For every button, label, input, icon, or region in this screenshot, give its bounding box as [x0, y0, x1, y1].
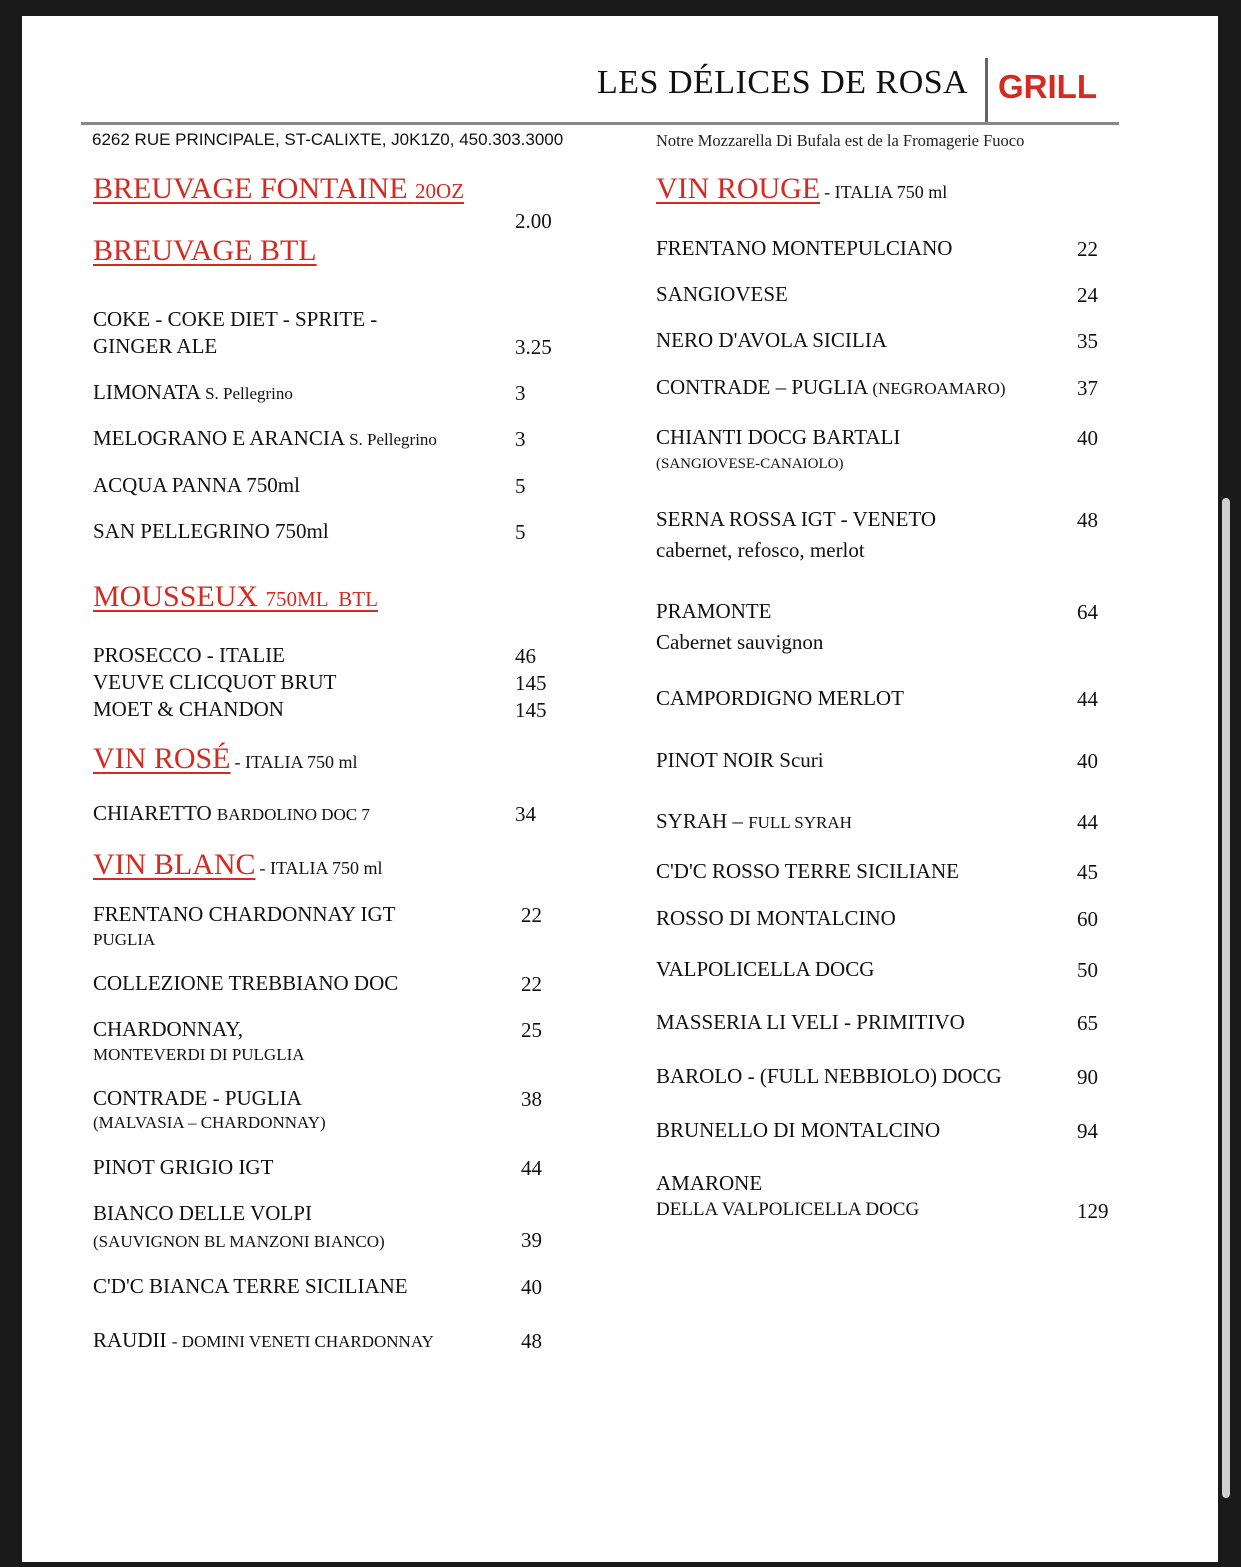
- menu-item: SYRAH – FULL SYRAH: [656, 809, 852, 833]
- menu-item: PINOT NOIR Scuri: [656, 748, 824, 772]
- grill-label: GRILL: [998, 68, 1097, 105]
- menu-item-name: C'D'C ROSSO TERRE SICILIANE: [656, 859, 959, 883]
- menu-item-name: PROSECCO - ITALIE: [93, 643, 285, 667]
- menu-item-price: 38: [521, 1087, 542, 1111]
- menu-item-name: CONTRADE - PUGLIA: [93, 1086, 302, 1110]
- menu-item-price: 48: [1077, 508, 1098, 532]
- menu-item-price: 22: [521, 972, 542, 996]
- menu-item-name: BAROLO - (FULL NEBBIOLO) DOCG: [656, 1064, 1002, 1088]
- menu-item: MELOGRANO E ARANCIA S. Pellegrino: [93, 426, 437, 450]
- menu-item-name: AMARONE: [656, 1171, 763, 1195]
- menu-item-price: 5: [515, 474, 526, 498]
- section-title-breuvage-btl: BREUVAGE BTL: [93, 234, 317, 267]
- menu-item-price: 24: [1077, 283, 1098, 307]
- menu-item-price: 46: [515, 644, 536, 668]
- menu-item-name: PINOT GRIGIO IGT: [93, 1155, 274, 1179]
- menu-item-name: BIANCO DELLE VOLPI: [93, 1201, 312, 1225]
- menu-item-price: 90: [1077, 1065, 1098, 1089]
- section-title-vin-rose: VIN ROSÉ - ITALIA 750 ml: [93, 742, 358, 775]
- menu-item-price: 64: [1077, 600, 1098, 624]
- menu-item-name: VALPOLICELLA DOCG: [656, 957, 875, 981]
- menu-item-name: VEUVE CLICQUOT BRUT: [93, 670, 337, 694]
- menu-item-name: SERNA ROSSA IGT - VENETO: [656, 507, 937, 531]
- menu-item-price: 60: [1077, 907, 1098, 931]
- menu-item-name: BRUNELLO DI MONTALCINO: [656, 1118, 941, 1142]
- menu-item-detail: MONTEVERDI DI PULGLIA: [93, 1045, 305, 1064]
- fontaine-price: 2.00: [515, 209, 552, 233]
- menu-item-price: 94: [1077, 1119, 1098, 1143]
- menu-item-price: 40: [521, 1275, 542, 1299]
- menu-item-name: CHARDONNAY,: [93, 1017, 243, 1041]
- header-rule: [81, 122, 1119, 125]
- menu-item-price: 22: [521, 903, 542, 927]
- menu-item-price: 44: [521, 1156, 542, 1180]
- address: 6262 RUE PRINCIPALE, ST-CALIXTE, J0K1Z0, 450.303.3000: [92, 130, 564, 149]
- menu-item-name: FRENTANO CHARDONNAY IGT: [93, 902, 396, 926]
- menu-item-name: SANGIOVESE: [656, 282, 788, 306]
- menu-item-price: 37: [1077, 376, 1098, 400]
- menu-item-name: MOET & CHANDON: [93, 697, 284, 721]
- menu-item-name: C'D'C BIANCA TERRE SICILIANE: [93, 1274, 408, 1298]
- menu-item-name: CHIANTI DOCG BARTALI: [656, 425, 901, 449]
- section-title-mousseux: MOUSSEUX 750ML BTL: [93, 580, 378, 613]
- menu-item-price: 145: [515, 671, 547, 695]
- menu-item-price: 44: [1077, 687, 1098, 711]
- menu-item: CONTRADE – PUGLIA (NEGROAMARO): [656, 375, 1006, 399]
- scrollbar-thumb[interactable]: [1222, 498, 1230, 1498]
- menu-item-name: NERO D'AVOLA SICILIA: [656, 328, 887, 352]
- mozzarella-note: Notre Mozzarella Di Bufala est de la Fromagerie Fuoco: [656, 131, 1025, 150]
- menu-item-price: 34: [515, 802, 536, 826]
- menu-item-name: COLLEZIONE TREBBIANO DOC: [93, 971, 399, 995]
- section-title-vin-blanc: VIN BLANC - ITALIA 750 ml: [93, 848, 383, 881]
- menu-item-price: 40: [1077, 426, 1098, 450]
- menu-item: RAUDII - DOMINI VENETI CHARDONNAY: [93, 1328, 434, 1352]
- menu-item-detail: cabernet, refosco, merlot: [656, 538, 865, 562]
- menu-item-price: 48: [521, 1329, 542, 1353]
- menu-item: CHIARETTO BARDOLINO DOC 7: [93, 801, 370, 825]
- menu-item-price: 50: [1077, 958, 1098, 982]
- menu-item-price: 39: [521, 1228, 542, 1252]
- section-title-vin-rouge: VIN ROUGE - ITALIA 750 ml: [656, 172, 948, 205]
- menu-item-name: MASSERIA LI VELI - PRIMITIVO: [656, 1010, 965, 1034]
- menu-item-price: 45: [1077, 860, 1098, 884]
- menu-item-detail: (MALVASIA – CHARDONNAY): [93, 1113, 326, 1132]
- menu-item-name: ACQUA PANNA 750ml: [93, 473, 300, 497]
- menu-item-price: 44: [1077, 810, 1098, 834]
- menu-item-detail: DELLA VALPOLICELLA DOCG: [656, 1199, 920, 1220]
- menu-item-price: 3: [515, 381, 526, 405]
- menu-item-price: 22: [1077, 237, 1098, 261]
- menu-item-price: 5: [515, 520, 526, 544]
- header-divider: [985, 58, 988, 122]
- menu-item-price: 25: [521, 1018, 542, 1042]
- menu-item-name: COKE - COKE DIET - SPRITE -: [93, 307, 378, 331]
- menu-item-price: 40: [1077, 749, 1098, 773]
- menu-item-name: GINGER ALE: [93, 334, 218, 358]
- menu-item-detail: (SAUVIGNON BL MANZONI BIANCO): [93, 1232, 385, 1251]
- menu-item-name: ROSSO DI MONTALCINO: [656, 906, 896, 930]
- menu-item-price: 145: [515, 698, 547, 722]
- restaurant-name: LES DÉLICES DE ROSA: [597, 64, 969, 101]
- menu-item-name: FRENTANO MONTEPULCIANO: [656, 236, 953, 260]
- menu-item-name: CAMPORDIGNO MERLOT: [656, 686, 904, 710]
- section-title-breuvage-fontaine: BREUVAGE FONTAINE 20OZ: [93, 172, 465, 205]
- menu-item-detail: PUGLIA: [93, 930, 156, 949]
- menu-item-price: 3: [515, 427, 526, 451]
- menu-item-detail: (SANGIOVESE-CANAIOLO): [656, 456, 844, 472]
- menu-item-price: 35: [1077, 329, 1098, 353]
- menu-item-price: 129: [1077, 1199, 1109, 1223]
- menu-item: LIMONATA S. Pellegrino: [93, 380, 293, 404]
- menu-item-price: 3.25: [515, 335, 552, 359]
- menu-item-detail: Cabernet sauvignon: [656, 630, 824, 654]
- menu-item-name: PRAMONTE: [656, 599, 772, 623]
- menu-item-price: 65: [1077, 1011, 1098, 1035]
- menu-item-name: SAN PELLEGRINO 750ml: [93, 519, 329, 543]
